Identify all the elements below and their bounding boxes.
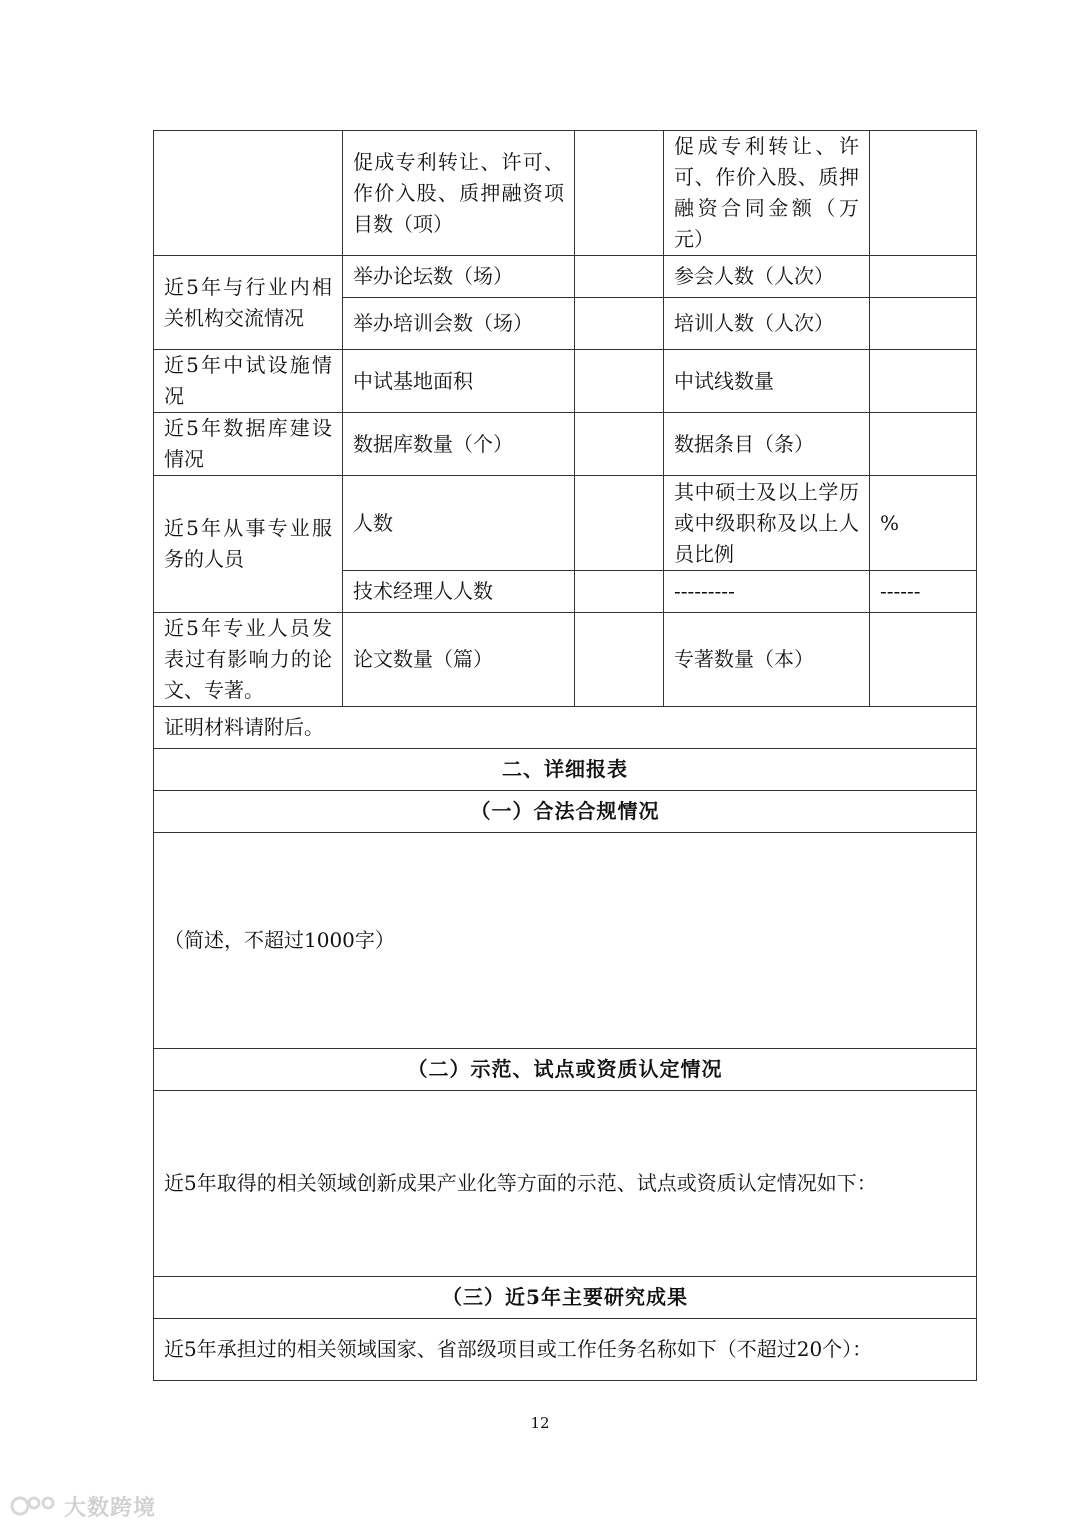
value-cell	[870, 298, 977, 350]
book-count-label: 专著数量（本）	[664, 613, 870, 707]
value-cell	[575, 256, 664, 298]
dash-placeholder: ------	[870, 571, 977, 613]
proof-note: 证明材料请附后。	[154, 707, 977, 749]
page-number: 12	[530, 1414, 550, 1432]
value-cell	[870, 131, 977, 256]
section-title: 二、详细报表	[154, 749, 977, 791]
empty-cell	[154, 131, 343, 256]
table-row	[154, 131, 977, 256]
table-row	[154, 613, 977, 707]
value-cell	[575, 571, 664, 613]
forum-count-label: 举办论坛数（场）	[343, 256, 575, 298]
value-cell	[870, 350, 977, 413]
value-cell	[575, 350, 664, 413]
table-row	[154, 1319, 977, 1381]
patent-deal-amount-label: 促成专利转让、许可、作价入股、质押融资合同金额（万元）	[664, 131, 870, 256]
pilot-area-label: 中试基地面积	[343, 350, 575, 413]
value-cell	[575, 413, 664, 476]
database-row-label: 近5年数据库建设情况	[154, 413, 343, 476]
certification-text: 近5年取得的相关领域创新成果产业化等方面的示范、试点或资质认定情况如下：	[154, 1091, 977, 1277]
table-row	[154, 791, 977, 833]
value-cell	[575, 476, 664, 571]
table-row	[154, 749, 977, 791]
paper-count-label: 论文数量（篇）	[343, 613, 575, 707]
value-cell	[870, 256, 977, 298]
table-row	[154, 256, 977, 298]
value-cell	[870, 413, 977, 476]
dash-placeholder: ---------	[664, 571, 870, 613]
value-cell	[870, 613, 977, 707]
watermark-text: 大数跨境	[64, 1495, 157, 1521]
table-row	[154, 413, 977, 476]
trainee-count-label: 培训人数（人次）	[664, 298, 870, 350]
research-results-text: 近5年承担过的相关领域国家、省部级项目或工作任务名称如下（不超过20个）：	[154, 1319, 977, 1381]
papers-row-label: 近5年专业人员发表过有影响力的论文、专著。	[154, 613, 343, 707]
patent-deal-count-label: 促成专利转让、许可、作价入股、质押融资项目数（项）	[343, 131, 575, 256]
subsection-1-title: （一）合法合规情况	[154, 791, 977, 833]
exchange-row-label: 近5年与行业内相关机构交流情况	[154, 256, 343, 350]
pilot-row-label: 近5年中试设施情况	[154, 350, 343, 413]
table-row	[154, 350, 977, 413]
table-row	[154, 707, 977, 749]
tech-manager-count-label: 技术经理人人数	[343, 571, 575, 613]
database-count-label: 数据库数量（个）	[343, 413, 575, 476]
training-count-label: 举办培训会数（场）	[343, 298, 575, 350]
pilot-lines-label: 中试线数量	[664, 350, 870, 413]
staff-ratio-unit: %	[870, 476, 977, 571]
staff-count-label: 人数	[343, 476, 575, 571]
staff-row-label: 近5年从事专业服务的人员	[154, 476, 343, 613]
subsection-2-title: （二）示范、试点或资质认定情况	[154, 1049, 977, 1091]
application-form-table	[153, 130, 977, 1381]
attendee-count-label: 参会人数（人次）	[664, 256, 870, 298]
value-cell	[575, 131, 664, 256]
watermark	[10, 1490, 156, 1522]
table-row	[154, 1049, 977, 1091]
database-entries-label: 数据条目（条）	[664, 413, 870, 476]
table-row	[154, 833, 977, 1049]
value-cell	[575, 613, 664, 707]
table-row	[154, 1091, 977, 1277]
staff-ratio-label: 其中硕士及以上学历或中级职称及以上人员比例	[664, 476, 870, 571]
subsection-3-title: （三）近5年主要研究成果	[154, 1277, 977, 1319]
brand-logo-icon	[10, 1493, 58, 1519]
table-row	[154, 1277, 977, 1319]
compliance-hint: （简述，不超过1000字）	[154, 833, 977, 1049]
value-cell	[575, 298, 664, 350]
table-row	[154, 476, 977, 571]
